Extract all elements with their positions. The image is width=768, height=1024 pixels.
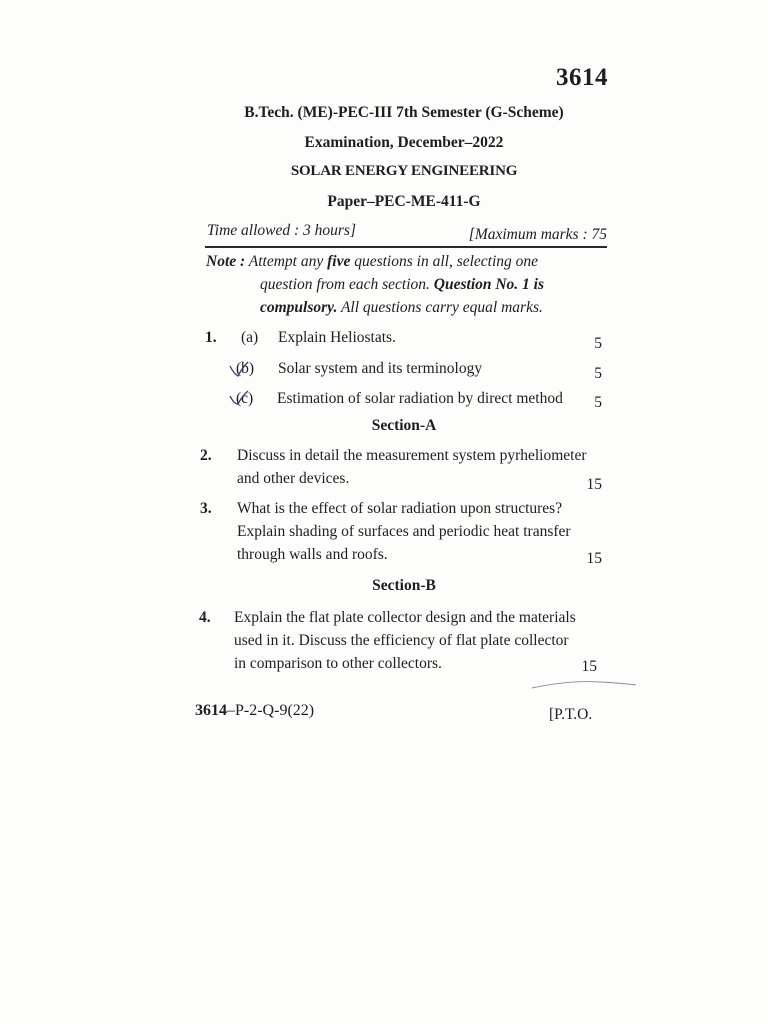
- paper-code: 3614: [556, 64, 608, 91]
- course-title: B.Tech. (ME)-PEC-III 7th Semester (G-Scheme): [244, 104, 564, 121]
- paper-number: Paper–PEC-ME-411-G: [327, 193, 481, 210]
- question-line-3: in comparison to other collectors.: [234, 655, 442, 672]
- maximum-marks: [Maximum marks : 75: [468, 226, 607, 243]
- question-number: 1.: [205, 329, 217, 346]
- section-a-heading: Section-A: [371, 417, 437, 434]
- pen-tick-mark-icon: [224, 358, 254, 408]
- question-text: Explain Heliostats.: [278, 329, 396, 346]
- question-1a: [205, 326, 602, 352]
- question-marks: 15: [581, 658, 597, 675]
- question-2: [200, 444, 602, 494]
- question-number: 4.: [199, 609, 211, 626]
- question-marks: 15: [586, 476, 602, 493]
- question-line-1: Discuss in detail the measurement system pyrheliometer: [237, 447, 587, 464]
- question-1b: [205, 357, 602, 380]
- question-3: [200, 497, 602, 569]
- note-emph-compulsory: compulsory.: [260, 299, 338, 316]
- question-line-3: through walls and roofs.: [237, 546, 388, 563]
- note-label: Note :: [206, 253, 246, 270]
- note-emph-five: five: [327, 253, 351, 270]
- question-4: [199, 606, 597, 678]
- note-line-3: [206, 296, 608, 319]
- footer-code: [195, 702, 314, 720]
- question-number: 2.: [200, 447, 212, 464]
- footer-code-bold: 3614: [195, 702, 227, 719]
- please-turn-over: [P.T.O.: [549, 706, 593, 723]
- question-1c: [205, 387, 602, 410]
- header-divider: [205, 246, 607, 248]
- footer-code-rest: –P-2-Q-9(22): [227, 702, 315, 719]
- question-line-1: Explain the flat plate collector design and the materials: [234, 609, 576, 626]
- question-marks: 5: [594, 394, 602, 411]
- note-text-4: All questions carry equal marks.: [337, 299, 543, 316]
- question-line-2: Explain shading of surfaces and periodic heat transfer: [237, 523, 571, 540]
- question-number: 3.: [200, 500, 212, 517]
- note-text-2: questions in all, selecting one: [350, 253, 539, 270]
- question-text: Solar system and its terminology: [278, 360, 483, 377]
- question-marks: 15: [586, 550, 602, 567]
- time-allowed: Time allowed : 3 hours]: [207, 222, 356, 239]
- question-text: Estimation of solar radiation by direct method: [277, 390, 563, 407]
- instructions-note: [206, 250, 608, 319]
- time-marks-row: [207, 222, 607, 243]
- section-b-heading: Section-B: [372, 577, 436, 594]
- sub-label: (b): [236, 360, 255, 377]
- note-emph-q1: Question No. 1 is: [433, 276, 545, 293]
- question-marks: 5: [594, 365, 602, 382]
- note-text-3: question from each section.: [260, 276, 434, 293]
- question-line-1: What is the effect of solar radiation upon structures?: [237, 500, 563, 517]
- sub-label: (c): [236, 390, 254, 407]
- question-line-2: used in it. Discuss the efficiency of flat plate collector: [234, 632, 569, 649]
- exam-title: Examination, December–2022: [304, 134, 504, 151]
- question-marks: 5: [594, 335, 602, 352]
- subject-title: SOLAR ENERGY ENGINEERING: [290, 163, 518, 179]
- question-line-2: and other devices.: [237, 470, 350, 487]
- sub-label: (a): [241, 329, 259, 346]
- pen-stroke-icon: [530, 676, 640, 692]
- note-line-2: [206, 273, 608, 296]
- note-text-1: Attempt any: [245, 253, 328, 270]
